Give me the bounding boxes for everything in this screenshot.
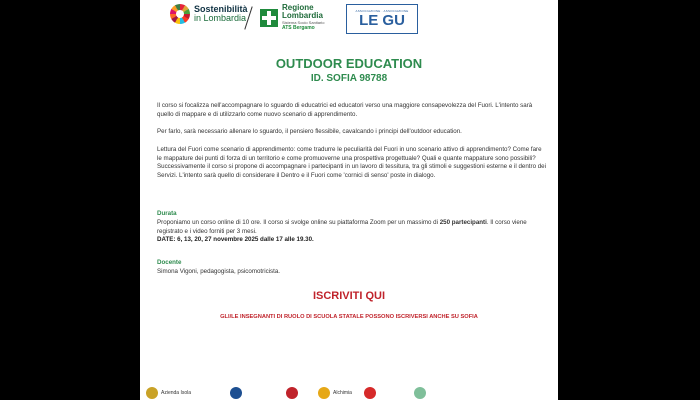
durata-text-after: . Il corso viene registrato e i video forniti per 3 mesi.: [157, 219, 527, 235]
durata-dates: DATE: 6, 13, 20, 27 novembre 2025 dalle 17 alle 19.30.: [157, 236, 314, 243]
docente-label: Docente: [157, 259, 182, 266]
sdg-wheel-icon: [170, 4, 190, 24]
header-logos: [140, 4, 558, 34]
docente-text: Simona Vigoni, pedagogista, psicomotricista.: [157, 268, 281, 275]
flyer-page: [140, 0, 558, 400]
regione-line2: Lombardia: [282, 11, 323, 20]
partner-logo-icon: [146, 387, 158, 399]
partner-logo-icon: [364, 387, 376, 399]
regione-line1: Regione: [282, 3, 314, 12]
partner-logo-icon: [286, 387, 298, 399]
sostenibilita-line1: Sostenibilità: [194, 4, 248, 14]
iscriviti-link[interactable]: ISCRIVITI QUI: [312, 290, 386, 302]
durata-text-before: Proponiamo un corso online di 10 ore. Il corso si svolge online su piattaforma Zoom per un massimo di: [157, 219, 440, 226]
lombardia-cross-icon: [260, 9, 278, 27]
partner-logos: [140, 385, 558, 400]
content-paragraph: Lettura del Fuori come scenario di apprendimento: come tradurre le peculiarità del Fuori in uno scenario attivo di apprendimento? Come fare le mappature dei punti di forza di un territorio e come promuoverne una prospettiva progettuale? Quali e quante mappature sono possibili? Successivamente il corso si propone di accompagnare i partecipanti in un lavoro di tessitura, tra gli stimoli e suggestioni esterne e il dentro dei Servizi. L'intento sarà quello di considerare il Dentro e il Fuori come 'cornici di senso' poste in dialogo.: [157, 146, 546, 179]
legu-logo: [346, 4, 418, 34]
page-title: OUTDOOR EDUCATION: [275, 56, 423, 71]
partner-logo: [318, 385, 352, 400]
partner-logo: [146, 385, 191, 400]
sofia-note: GLI/LE INSEGNANTI DI RUOLO DI SCUOLA STATALE POSSONO ISCRIVERSI ANCHE SU SOFIA: [220, 314, 478, 320]
regione-ats: ATS Bergamo: [282, 25, 315, 31]
intro-paragraph: Il corso si focalizza nell'accompagnare lo sguardo di educatrici ed educatori verso una maggiore consapevolezza del Fuori. L'intento sarà quello di mappare e di utilizzarlo come nuovo scenario di apprendimento.: [157, 102, 533, 118]
partner-logo: [286, 385, 298, 400]
partner-logo: [230, 385, 242, 400]
partner-name: Alchimia: [333, 389, 352, 396]
regione-small: Sistema Socio Sanitario: [282, 20, 325, 25]
partner-logo: [414, 385, 426, 400]
partner-logo: [364, 385, 376, 400]
regione-lombardia-logo: [260, 4, 324, 31]
legu-top: ASSOCIAZIONE · ASSOCIAZIONE: [355, 9, 409, 13]
durata-highlight: 250 partecipanti: [439, 219, 487, 226]
sostenibilita-line2: in Lombardia: [194, 13, 247, 23]
page-subtitle: ID. SOFIA 98788: [310, 73, 388, 84]
durata-label: Durata: [157, 210, 177, 217]
partner-logo-icon: [414, 387, 426, 399]
legu-mark: LE GU: [359, 12, 405, 29]
durata-text: [157, 219, 547, 236]
method-paragraph: Per farlo, sarà necessario allenare lo sguardo, il pensiero flessibile, cavalcando i principi dell'outdoor education.: [157, 128, 462, 135]
partner-logo-icon: [318, 387, 330, 399]
partner-logo-icon: [230, 387, 242, 399]
sostenibilita-logo: [170, 4, 248, 24]
partner-name: Azienda Isola: [161, 389, 192, 396]
